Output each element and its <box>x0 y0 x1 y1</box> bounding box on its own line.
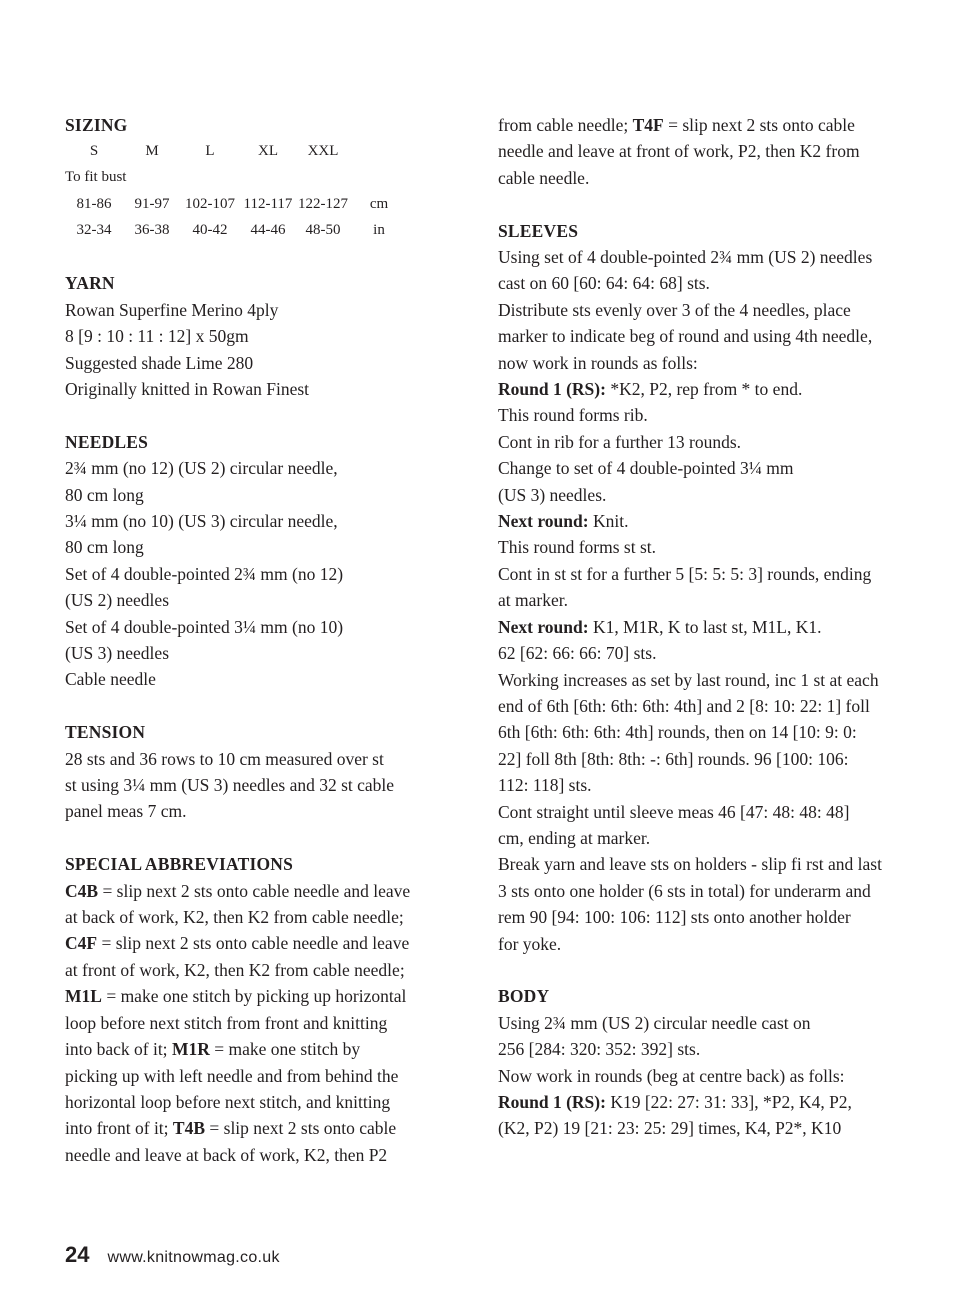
line-text: This round forms rib. <box>498 405 648 426</box>
line-text: = slip next 2 sts onto cable <box>663 115 855 135</box>
tension-line: 28 sts and 36 rows to 10 cm measured over st <box>65 748 384 769</box>
text-line <box>498 482 918 508</box>
line-text: Break yarn and leave sts on holders - slip fi rst and last <box>498 854 882 875</box>
size-label: M <box>145 143 159 160</box>
line-text: at marker. <box>498 590 568 611</box>
body-heading: BODY <box>498 986 550 1007</box>
line-text: now work in rounds as folls: <box>498 352 698 373</box>
text-line <box>65 904 460 930</box>
text-line <box>498 904 918 930</box>
line-text: needle and leave at back of work, K2, then P2 <box>65 1144 388 1165</box>
text-line <box>65 1089 460 1115</box>
bold-term: Next round: <box>498 616 589 637</box>
needles-line: Set of 4 double-pointed 2¾ mm (no 12) <box>65 563 344 584</box>
in-value: 32-34 <box>76 222 112 239</box>
line-text: end of 6th [6th: 6th: 6th: 4th] and 2 [8: 10: 22: 1] foll <box>498 695 870 716</box>
text-line <box>498 614 918 640</box>
in-row <box>65 218 409 244</box>
fit-bust-label: To fit bust <box>65 169 127 186</box>
text-line <box>498 350 918 376</box>
line-text: 62 [62: 66: 66: 70] sts. <box>498 643 657 664</box>
line-text: Knit. <box>588 511 629 532</box>
cm-value: 81-86 <box>76 195 112 212</box>
tension-line: panel meas 7 cm. <box>65 801 187 822</box>
bold-term: M1R <box>171 1039 210 1060</box>
cm-value: 122-127 <box>298 195 348 212</box>
line-text: Using set of 4 double-pointed 2¾ mm (US 2) needles <box>498 247 873 268</box>
line-text: into back of it; <box>65 1039 172 1060</box>
in-value: 48-50 <box>305 222 341 239</box>
text-line <box>498 323 918 349</box>
bold-term: C4B <box>65 880 99 901</box>
line-text: Working increases as set by last round, inc 1 st at each <box>498 669 879 690</box>
text-line <box>65 1115 460 1141</box>
body-body <box>498 1010 918 1142</box>
line-text: = make one stitch by <box>209 1039 361 1060</box>
line-text: needle and leave at front of work, P2, then K2 from <box>498 141 860 162</box>
line-text: into front of it; <box>65 1118 173 1139</box>
line-text: K19 [22: 27: 31: 33], *P2, K4, P2, <box>605 1092 852 1112</box>
size-label: L <box>205 143 215 160</box>
page-number: 24 <box>65 1242 90 1267</box>
line-text: cm, ending at marker. <box>498 827 651 848</box>
text-line <box>65 1036 460 1062</box>
text-line <box>498 112 918 138</box>
right-column <box>498 112 918 1168</box>
line-text: = make one stitch by picking up horizontal <box>101 986 407 1007</box>
line-text: Now work in rounds (beg at centre back) as folls: <box>498 1065 845 1086</box>
text-line <box>498 376 918 402</box>
needles-line: Set of 4 double-pointed 3¼ mm (no 10) <box>65 616 344 637</box>
abbreviations-heading: SPECIAL ABBREVIATIONS <box>65 854 294 875</box>
line-text: for yoke. <box>498 933 562 954</box>
website-link[interactable]: www.knitnowmag.co.uk <box>107 1249 280 1266</box>
bold-term: Round 1 (RS): <box>498 379 606 400</box>
text-line <box>498 746 918 772</box>
abbreviations-continued-body <box>498 112 918 191</box>
line-text: Cont straight until sleeve meas 46 [47: 48: 48: 48] <box>498 801 850 822</box>
line-text: 256 [284: 320: 352: 392] sts. <box>498 1039 701 1060</box>
needles-line: Cable needle <box>65 669 156 690</box>
text-line <box>498 799 918 825</box>
size-label: XL <box>258 143 278 160</box>
bold-term: C4F <box>65 933 98 954</box>
text-line <box>498 1010 918 1036</box>
text-line <box>65 930 460 956</box>
cm-value: 102-107 <box>185 195 235 212</box>
tension-section <box>65 719 460 825</box>
text-line <box>498 297 918 323</box>
line-text: rem 90 [94: 100: 106: 112] sts onto another holder <box>498 907 851 928</box>
line-text: 3 sts onto one holder (6 sts in total) for underarm and <box>498 880 871 901</box>
in-value: 44-46 <box>250 222 286 239</box>
bold-term: Next round: <box>498 511 589 532</box>
yarn-line: Rowan Superfine Merino 4ply <box>65 299 279 320</box>
in-value: 36-38 <box>134 222 170 239</box>
text-line <box>65 1063 460 1089</box>
abbreviations-continued <box>498 112 918 191</box>
cm-value: 112-117 <box>243 195 293 212</box>
line-text: Using 2¾ mm (US 2) circular needle cast on <box>498 1012 811 1033</box>
text-line <box>498 429 918 455</box>
sleeves-heading: SLEEVES <box>498 220 579 241</box>
line-text: loop before next stitch from front and knitting <box>65 1012 388 1033</box>
line-text: = slip next 2 sts onto cable needle and leave <box>97 933 410 954</box>
line-text: *K2, P2, rep from * to end. <box>605 379 803 400</box>
text-line <box>498 693 918 719</box>
line-text: picking up with left needle and from behind the <box>65 1065 399 1086</box>
in-value: 40-42 <box>192 222 228 239</box>
cm-row <box>65 191 409 217</box>
text-line <box>498 772 918 798</box>
line-text: at back of work, K2, then K2 from cable needle; <box>65 907 404 928</box>
bold-term: Round 1 (RS): <box>498 1092 606 1112</box>
text-line <box>498 534 918 560</box>
yarn-heading: YARN <box>65 273 115 294</box>
needles-line: (US 3) needles <box>65 643 170 664</box>
line-text: cable needle. <box>498 167 590 188</box>
size-header-row <box>65 138 409 164</box>
line-text: 22] foll 8th [8th: 8th: -: 6th] rounds. 96 [100: 106: <box>498 748 849 769</box>
line-text: Cont in st st for a further 5 [5: 5: 5: 3] rounds, ending <box>498 563 872 584</box>
text-line <box>65 983 460 1009</box>
line-text: K1, M1R, K to last st, M1L, K1. <box>588 616 822 637</box>
text-line <box>498 640 918 666</box>
text-line <box>498 851 918 877</box>
line-text: 112: 118] sts. <box>498 775 592 796</box>
page-footer <box>65 1242 280 1268</box>
tension-line: st using 3¼ mm (US 3) needles and 32 st cable <box>65 775 395 796</box>
line-text: at front of work, K2, then K2 from cable needle; <box>65 959 405 980</box>
sleeves-section <box>498 218 918 957</box>
text-line <box>498 1036 918 1062</box>
text-line <box>498 931 918 957</box>
line-text: marker to indicate beg of round and using 4th needle, <box>498 326 873 347</box>
line-text: This round forms st st. <box>498 537 656 558</box>
cm-unit: cm <box>369 195 389 212</box>
bold-term: M1L <box>65 986 102 1007</box>
bold-term: T4B <box>172 1118 206 1139</box>
needles-line: 3¼ mm (no 10) (US 3) circular needle, <box>65 511 338 531</box>
tension-heading: TENSION <box>65 722 146 743</box>
line-text: Cont in rib for a further 13 rounds. <box>498 431 742 452</box>
text-line <box>498 667 918 693</box>
text-line <box>498 1063 918 1089</box>
needles-line: 80 cm long <box>65 484 144 505</box>
body-section <box>498 983 918 1141</box>
sizing-table <box>65 138 409 244</box>
text-line <box>498 244 918 270</box>
text-line <box>498 270 918 296</box>
yarn-line: 8 [9 : 10 : 11 : 12] x 50gm <box>65 326 249 347</box>
line-text: cast on 60 [60: 64: 64: 68] sts. <box>498 273 710 294</box>
text-line <box>498 455 918 481</box>
text-line <box>498 825 918 851</box>
text-line <box>65 1010 460 1036</box>
text-line <box>65 957 460 983</box>
needles-heading: NEEDLES <box>65 431 149 452</box>
yarn-section <box>65 270 460 402</box>
size-label: S <box>89 143 99 160</box>
needles-line: 80 cm long <box>65 537 144 558</box>
text-line <box>498 508 918 534</box>
text-line <box>498 138 918 164</box>
abbreviations-section <box>65 851 460 1168</box>
text-line <box>498 165 918 191</box>
bold-term: T4F <box>632 115 664 135</box>
line-text: from cable needle; <box>498 115 633 135</box>
text-line <box>498 719 918 745</box>
line-text: horizontal loop before next stitch, and knitting <box>65 1091 391 1112</box>
text-line <box>498 402 918 428</box>
yarn-line: Suggested shade Lime 280 <box>65 352 254 373</box>
line-text: Distribute sts evenly over 3 of the 4 needles, place <box>498 299 851 320</box>
text-line <box>498 561 918 587</box>
abbreviations-body <box>65 878 460 1168</box>
fit-bust-row <box>65 165 409 191</box>
in-unit: in <box>373 222 385 239</box>
line-text: 6th [6th: 6th: 6th: 4th] rounds, then on 14 [10: 9: 0: <box>498 722 857 743</box>
text-line <box>498 587 918 613</box>
line-text: Change to set of 4 double-pointed 3¼ mm <box>498 458 794 479</box>
text-line <box>498 1115 918 1141</box>
yarn-line: Originally knitted in Rowan Finest <box>65 378 310 399</box>
cm-value: 91-97 <box>134 195 170 212</box>
needles-section <box>65 429 460 693</box>
needles-line: (US 2) needles <box>65 590 170 611</box>
line-text: (K2, P2) 19 [21: 23: 25: 29] times, K4, P2*, K10 <box>498 1118 842 1139</box>
needles-line: 2¾ mm (no 12) (US 2) circular needle, <box>65 458 338 479</box>
sizing-section <box>65 112 460 244</box>
sizing-heading: SIZING <box>65 115 128 135</box>
text-line <box>498 878 918 904</box>
size-label: XXL <box>307 143 339 160</box>
line-text: = slip next 2 sts onto cable needle and leave <box>98 880 411 901</box>
text-line <box>498 1089 918 1115</box>
line-text: (US 3) needles. <box>498 484 607 505</box>
left-column <box>65 112 460 1195</box>
text-line <box>65 1142 460 1168</box>
line-text: = slip next 2 sts onto cable <box>205 1118 397 1139</box>
text-line <box>65 878 460 904</box>
sleeves-body <box>498 244 918 957</box>
